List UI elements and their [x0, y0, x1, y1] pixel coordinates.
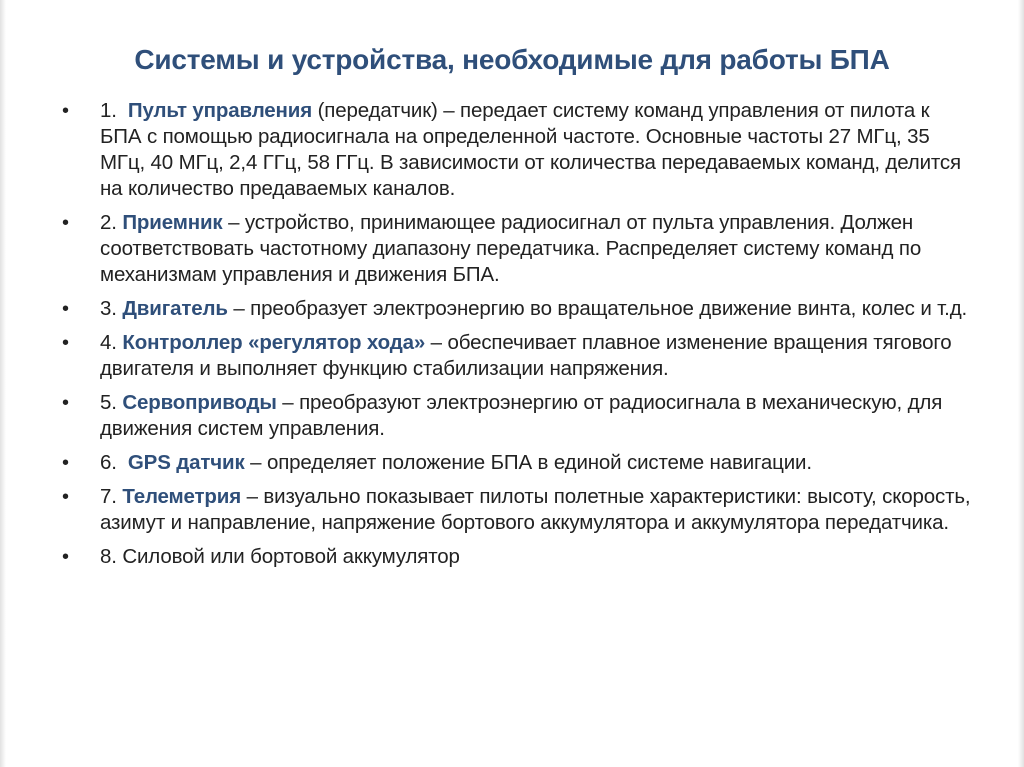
item-term: Сервоприводы [122, 391, 277, 414]
item-description: – определяет положение БПА в единой системе навигации. [244, 451, 812, 474]
list-item-7 [62, 484, 972, 536]
list-item-1 [62, 98, 972, 202]
bullet-icon: • [62, 546, 69, 568]
item-number: 7. [100, 485, 123, 508]
slide-right-edge-shadow [1018, 0, 1024, 767]
item-term: Контроллер «регулятор хода» [122, 331, 426, 354]
item-number: 3. [100, 297, 123, 320]
list-item-2 [62, 210, 972, 288]
slide-title: Системы и устройства, необходимые для работы БПА [134, 44, 890, 75]
bullet-icon: • [62, 332, 69, 354]
list-item-8 [62, 544, 972, 570]
item-number: 6. [100, 451, 128, 474]
item-description: – визуально показывает пилоты полетные характеристики: высоту, скорость, азимут и направление, напряжение бортового аккумулятора и аккумулятора передатчика. [100, 485, 971, 534]
bullet-icon: • [62, 392, 69, 414]
item-term: Телеметрия [122, 485, 242, 508]
slide-left-edge-shadow [0, 0, 6, 767]
item-description: – устройство, принимающее радиосигнал от пульта управления. Должен соответствовать частотному диапазону передатчика. Распределяет систему команд по механизмам управления и движения БПА. [100, 211, 922, 286]
item-description: – обеспечивает плавное изменение вращения тягового двигателя и выполняет функцию стабилизации напряжения. [100, 331, 952, 380]
item-term: Приемник [122, 211, 223, 234]
item-text: 8. Силовой или бортовой аккумулятор [100, 545, 460, 568]
bullet-list [62, 98, 972, 578]
item-number: 5. [100, 391, 123, 414]
bullet-icon: • [62, 452, 69, 474]
item-number: 2. [100, 211, 123, 234]
item-description: – преобразуют электроэнергию от радиосигнала в механическую, для движения систем управления. [100, 391, 943, 440]
item-term: Пульт управления [127, 99, 313, 122]
list-item-6 [62, 450, 972, 476]
item-term: GPS датчик [127, 451, 245, 474]
bullet-icon: • [62, 212, 69, 234]
list-item-4 [62, 330, 972, 382]
item-number: 1. [100, 99, 128, 122]
bullet-icon: • [62, 486, 69, 508]
item-description: (передатчик) – передает систему команд управления от пилота к БПА с помощью радиосигнала на определенной частоте. Основные частоты 27 МГц, 35 МГц, 40 МГц, 2,4 ГГц, 58 ГГц. В зависимости от количества передаваемых команд, делится на количество предаваемых каналов. [100, 99, 961, 200]
list-item-3 [62, 296, 972, 322]
item-description: – преобразует электроэнергию во вращательное движение винта, колес и т.д. [227, 297, 968, 320]
list-item-5 [62, 390, 972, 442]
item-number: 4. [100, 331, 123, 354]
item-term: Двигатель [122, 297, 228, 320]
bullet-icon: • [62, 100, 69, 122]
bullet-icon: • [62, 298, 69, 320]
